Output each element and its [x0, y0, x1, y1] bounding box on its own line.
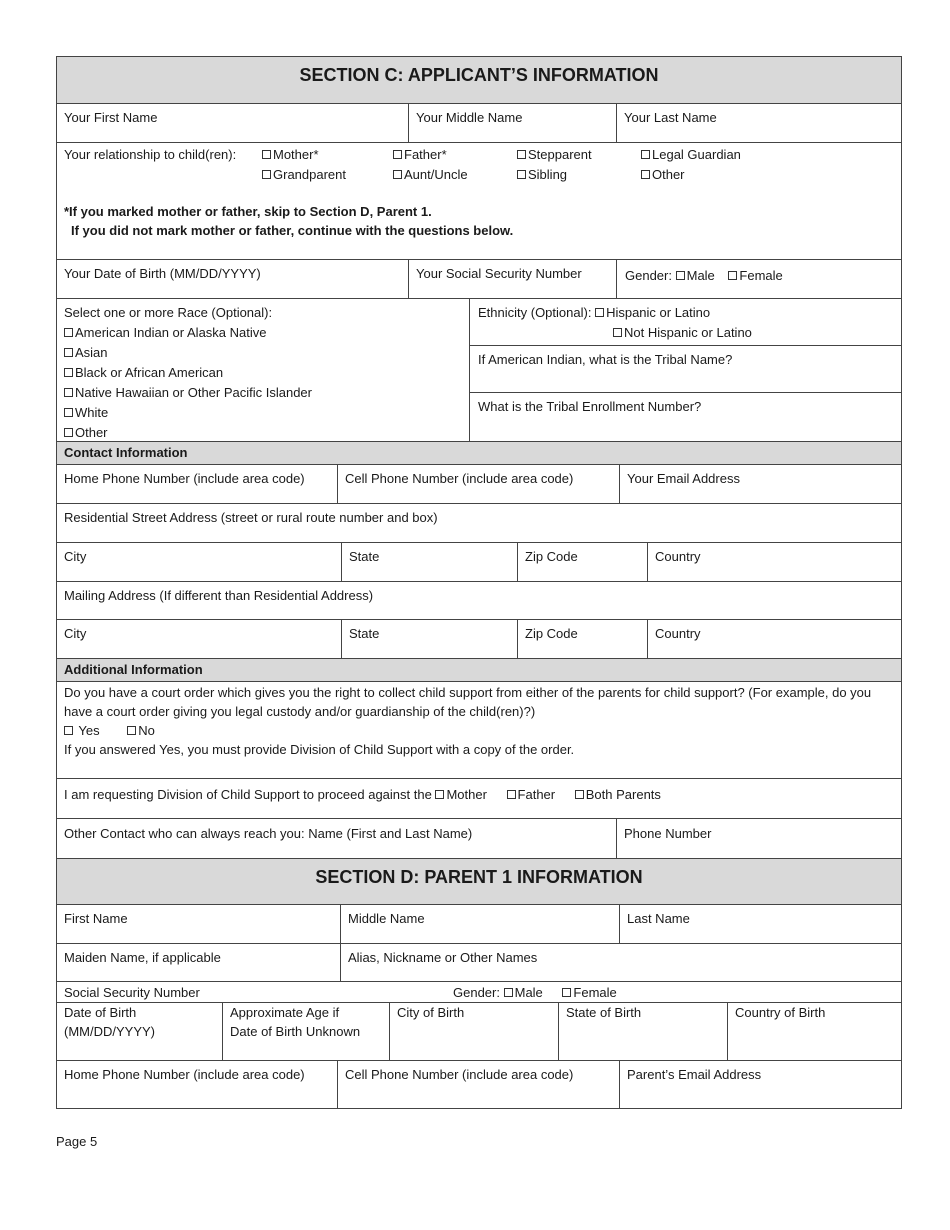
checkbox-icon[interactable] — [64, 408, 73, 417]
checkbox-icon[interactable] — [641, 170, 650, 179]
relationship-option-grandparent[interactable] — [262, 165, 393, 184]
court-order-note: If you answered Yes, you must provide Division of Child Support with a copy of the order. — [64, 742, 575, 757]
section-d-header-row — [57, 859, 901, 905]
gender-label: Gender: — [625, 268, 672, 283]
parent-dob-field[interactable] — [57, 1003, 223, 1060]
checkbox-icon[interactable] — [575, 790, 584, 799]
checkbox-icon[interactable] — [64, 348, 73, 357]
field-label: Your Social Security Number — [416, 266, 582, 281]
applicant-first-name-field[interactable] — [57, 104, 409, 142]
court-order-cell — [57, 682, 901, 778]
gender-label: Gender: — [453, 985, 500, 1000]
mailing-address-row — [57, 582, 901, 620]
parent-ssn-field[interactable] — [57, 982, 901, 1002]
residential-city-row — [57, 543, 901, 582]
option-label: Grandparent — [273, 167, 346, 182]
parent-alias-field[interactable] — [341, 944, 901, 981]
applicant-ssn-field[interactable] — [409, 260, 617, 298]
field-label: Date of Birth — [64, 1005, 137, 1020]
applicant-cell-phone-field[interactable] — [338, 465, 620, 503]
applicant-dob-field[interactable] — [57, 260, 409, 298]
parent-alias-row — [57, 944, 901, 982]
relationship-note-1: *If you marked mother or father, skip to Section D, Parent 1. — [64, 204, 432, 219]
option-label: Hispanic or Latino — [606, 305, 711, 320]
mailing-country-field[interactable] — [648, 620, 901, 658]
checkbox-icon[interactable] — [595, 308, 604, 317]
relationship-option-legal-guardian[interactable] — [641, 145, 781, 164]
race-option-black[interactable] — [64, 363, 223, 383]
ethnicity-option-not-hispanic[interactable] — [613, 323, 752, 343]
field-label: If American Indian, what is the Tribal Name? — [478, 352, 733, 367]
mailing-address-field[interactable] — [57, 582, 901, 619]
relationship-row — [57, 143, 901, 260]
option-label: Legal Guardian — [652, 147, 741, 162]
parent-maiden-name-field[interactable] — [57, 944, 341, 981]
proceed-option-mother[interactable] — [435, 785, 486, 804]
other-contact-row — [57, 819, 901, 859]
residential-address-field[interactable] — [57, 504, 901, 542]
checkbox-icon[interactable] — [641, 150, 650, 159]
page-number: Page 5 — [56, 1134, 98, 1149]
checkbox-icon[interactable] — [64, 328, 73, 337]
parent-gender-group — [453, 983, 617, 1002]
parent-cell-phone-field[interactable] — [338, 1061, 620, 1108]
field-label: Middle Name — [348, 911, 425, 926]
mailing-zip-field[interactable] — [518, 620, 648, 658]
race-option-asian[interactable] — [64, 343, 108, 363]
field-label: Alias, Nickname or Other Names — [348, 950, 538, 965]
checkbox-icon[interactable] — [393, 170, 402, 179]
parent-first-name-field[interactable] — [57, 905, 341, 943]
checkbox-icon[interactable] — [64, 726, 73, 735]
ethnicity-tribal-column — [470, 299, 901, 441]
option-label: Sibling — [528, 167, 568, 182]
race-option-american-indian[interactable] — [64, 323, 266, 343]
other-contact-name-field[interactable] — [57, 819, 617, 858]
checkbox-icon[interactable] — [262, 170, 271, 179]
field-label: Residential Street Address (street or rural route number and box) — [64, 510, 438, 525]
applicant-home-phone-field[interactable] — [57, 465, 338, 503]
option-label: Asian — [75, 345, 108, 360]
checkbox-icon[interactable] — [507, 790, 516, 799]
field-label: Other Contact who can always reach you: Name (First and Last Name) — [64, 826, 473, 841]
field-label: Approximate Age if — [230, 1005, 340, 1020]
field-label: City of Birth — [397, 1005, 465, 1020]
option-label: Father — [517, 787, 556, 802]
relationship-label: Your relationship to child(ren): — [64, 147, 237, 162]
option-label: Mother* — [273, 147, 319, 162]
field-label: First Name — [64, 911, 128, 926]
relationship-option-father[interactable] — [393, 145, 517, 164]
parent-last-name-field[interactable] — [620, 905, 901, 943]
applicant-phone-row — [57, 465, 901, 504]
field-label: What is the Tribal Enrollment Number? — [478, 399, 702, 414]
checkbox-icon[interactable] — [127, 726, 136, 735]
residential-country-field[interactable] — [648, 543, 901, 581]
option-label: Other — [652, 167, 685, 182]
option-label: Male — [686, 268, 715, 283]
parent-city-birth-field[interactable] — [390, 1003, 559, 1060]
relationship-option-aunt-uncle[interactable] — [393, 165, 517, 184]
race-cell — [57, 299, 470, 441]
option-label: Male — [514, 985, 543, 1000]
ethnicity-cell — [470, 299, 901, 346]
field-label: Maiden Name, if applicable — [64, 950, 221, 965]
court-option-no[interactable] — [127, 721, 155, 740]
field-label: Last Name — [627, 911, 690, 926]
option-label: Native Hawaiian or Other Pacific Islander — [75, 385, 312, 400]
checkbox-icon[interactable] — [504, 988, 513, 997]
race-option-pacific-islander[interactable] — [64, 383, 312, 403]
section-c-title: SECTION C: APPLICANT’S INFORMATION — [57, 57, 901, 103]
proceed-label: I am requesting Division of Child Support to proceed against the — [64, 787, 432, 802]
additional-heading: Additional Information — [57, 659, 901, 681]
checkbox-icon[interactable] — [728, 271, 737, 280]
option-label: Other — [75, 425, 108, 440]
contact-heading: Contact Information — [57, 442, 901, 464]
relationship-option-mother[interactable] — [262, 145, 393, 164]
parent-middle-name-field[interactable] — [341, 905, 620, 943]
applicant-dob-row — [57, 260, 901, 299]
field-label: Your Middle Name — [416, 110, 523, 125]
field-label: Country — [655, 626, 701, 641]
option-label: No — [138, 723, 155, 738]
checkbox-icon[interactable] — [64, 388, 73, 397]
relationship-option-sibling[interactable] — [517, 165, 641, 184]
mailing-city-field[interactable] — [57, 620, 342, 658]
mailing-city-row — [57, 620, 901, 659]
court-order-question: Do you have a court order which gives you the right to collect child support from either of the parents for child support? (For example, do you have a court order giving you legal custody and/or guardianship of the child(ren)?) — [64, 685, 872, 719]
field-label: City — [64, 549, 87, 564]
parent-gender-option-female[interactable] — [562, 983, 616, 1002]
checkbox-icon[interactable] — [613, 328, 622, 337]
court-option-yes[interactable] — [64, 721, 100, 740]
field-label: Zip Code — [525, 626, 578, 641]
parent-ssn-row — [57, 982, 901, 1003]
option-label: White — [75, 405, 109, 420]
checkbox-icon[interactable] — [517, 170, 526, 179]
residential-zip-field[interactable] — [518, 543, 648, 581]
additional-heading-row — [57, 659, 901, 682]
field-label: Zip Code — [525, 549, 578, 564]
field-label: Mailing Address (If different than Residential Address) — [64, 588, 374, 603]
checkbox-icon[interactable] — [676, 271, 685, 280]
relationship-note-2: If you did not mark mother or father, continue with the questions below. — [71, 223, 514, 238]
field-label: Phone Number — [624, 826, 712, 841]
residential-address-row — [57, 504, 901, 543]
race-ethnicity-row — [57, 299, 901, 442]
option-label: American Indian or Alaska Native — [75, 325, 267, 340]
ethnicity-label: Ethnicity (Optional): — [478, 305, 592, 320]
relationship-cell — [57, 143, 901, 259]
option-label: Mother — [446, 787, 487, 802]
checkbox-icon[interactable] — [435, 790, 444, 799]
applicant-last-name-field[interactable] — [617, 104, 901, 142]
section-c-header-row — [57, 57, 901, 104]
checkbox-icon[interactable] — [517, 150, 526, 159]
proceed-option-father[interactable] — [507, 785, 556, 804]
option-label: Female — [573, 985, 617, 1000]
parent-name-row — [57, 905, 901, 944]
parent-country-birth-field[interactable] — [728, 1003, 901, 1060]
option-label: Yes — [78, 723, 100, 738]
proceed-option-both[interactable] — [575, 785, 661, 804]
relationship-grid — [64, 145, 894, 184]
option-label: Aunt/Uncle — [404, 167, 468, 182]
checkbox-icon[interactable] — [393, 150, 402, 159]
parent-home-phone-field[interactable] — [57, 1061, 338, 1108]
option-label: Female — [739, 268, 783, 283]
field-label: Your Email Address — [627, 471, 740, 486]
field-label: Parent’s Email Address — [627, 1067, 762, 1082]
parent-approx-age-field[interactable] — [223, 1003, 390, 1060]
mailing-state-field[interactable] — [342, 620, 518, 658]
proceed-against-cell — [57, 779, 901, 818]
field-label: Country — [655, 549, 701, 564]
race-label: Select one or more Race (Optional): — [64, 305, 273, 320]
applicant-email-field[interactable] — [620, 465, 901, 503]
tribal-enrollment-field[interactable] — [470, 393, 901, 441]
residential-city-field[interactable] — [57, 543, 342, 581]
residential-state-field[interactable] — [342, 543, 518, 581]
ethnicity-option-hispanic[interactable] — [595, 303, 710, 323]
relationship-spacer — [64, 165, 262, 184]
option-label: Father* — [404, 147, 447, 162]
field-label: Home Phone Number (include area code) — [64, 471, 305, 486]
field-label: Home Phone Number (include area code) — [64, 1067, 305, 1082]
field-label: Country of Birth — [735, 1005, 826, 1020]
parent-email-field[interactable] — [620, 1061, 901, 1108]
application-form — [56, 56, 902, 1109]
parent-gender-option-male[interactable] — [504, 983, 543, 1002]
option-label: Stepparent — [528, 147, 592, 162]
field-label-format: (MM/DD/YYYY) — [64, 1024, 155, 1039]
option-label: Not Hispanic or Latino — [624, 325, 752, 340]
checkbox-icon[interactable] — [262, 150, 271, 159]
tribal-name-field[interactable] — [470, 346, 901, 393]
checkbox-icon[interactable] — [64, 368, 73, 377]
field-label: City — [64, 626, 87, 641]
field-label: Cell Phone Number (include area code) — [345, 1067, 574, 1082]
option-label: Black or African American — [75, 365, 224, 380]
applicant-middle-name-field[interactable] — [409, 104, 617, 142]
option-label: Both Parents — [585, 787, 661, 802]
checkbox-icon[interactable] — [64, 428, 73, 437]
parent-state-birth-field[interactable] — [559, 1003, 728, 1060]
field-label: Your First Name — [64, 110, 158, 125]
contact-heading-row — [57, 442, 901, 465]
field-label: Your Date of Birth (MM/DD/YYYY) — [64, 266, 261, 281]
parent-phone-row — [57, 1061, 901, 1108]
field-label: Cell Phone Number (include area code) — [345, 471, 574, 486]
race-option-other[interactable] — [64, 423, 108, 443]
field-label: State — [349, 626, 380, 641]
proceed-against-row — [57, 779, 901, 819]
gender-option-female[interactable] — [728, 266, 782, 285]
other-contact-phone-field[interactable] — [617, 819, 901, 858]
section-d-title: SECTION D: PARENT 1 INFORMATION — [57, 859, 901, 904]
field-label: Your Last Name — [624, 110, 717, 125]
field-label: State — [349, 549, 380, 564]
checkbox-icon[interactable] — [562, 988, 571, 997]
field-label: State of Birth — [566, 1005, 642, 1020]
gender-option-male[interactable] — [676, 266, 715, 285]
applicant-gender-field — [617, 260, 901, 298]
court-order-row — [57, 682, 901, 779]
field-label-line2: Date of Birth Unknown — [230, 1024, 361, 1039]
race-option-white[interactable] — [64, 403, 108, 423]
applicant-name-row — [57, 104, 901, 143]
relationship-option-stepparent[interactable] — [517, 145, 641, 164]
parent-birth-row — [57, 1003, 901, 1061]
relationship-option-other[interactable] — [641, 165, 781, 184]
field-label: Social Security Number — [64, 985, 200, 1000]
